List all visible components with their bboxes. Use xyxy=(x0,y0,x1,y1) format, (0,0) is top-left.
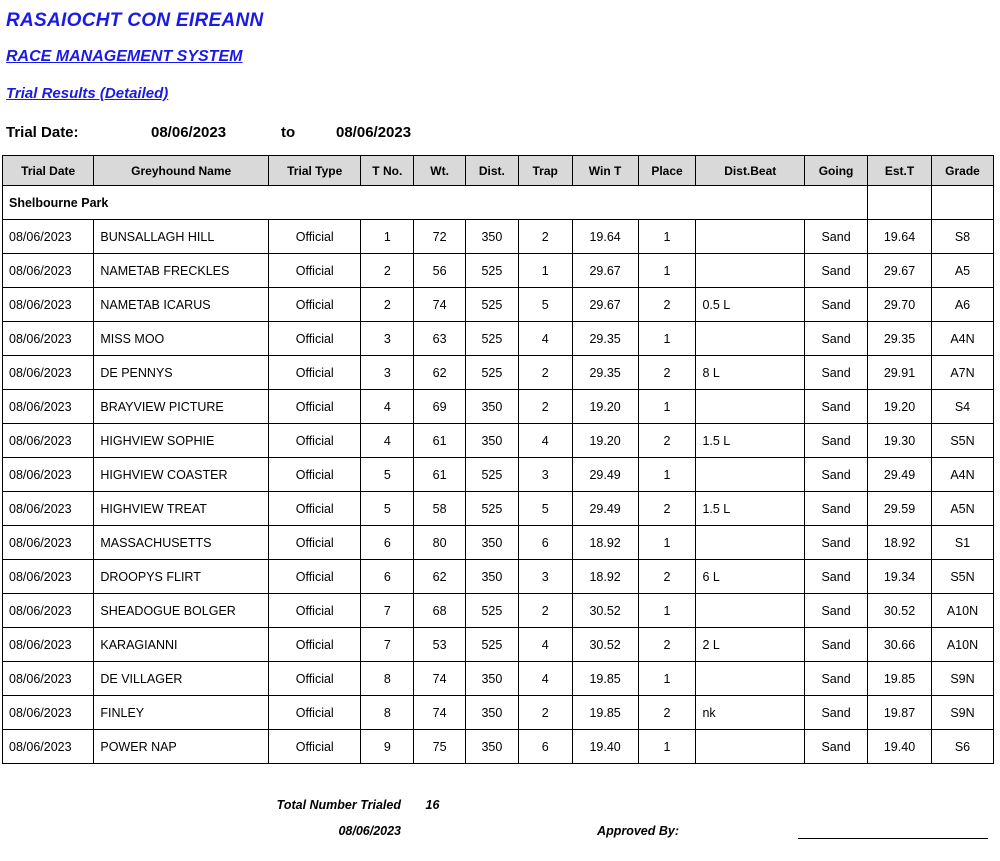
cell-trap: 4 xyxy=(518,424,572,458)
cell-wt: 53 xyxy=(414,628,466,662)
cell-trial-date: 08/06/2023 xyxy=(3,254,94,288)
cell-going: Sand xyxy=(805,322,868,356)
cell-trap: 3 xyxy=(518,458,572,492)
cell-est-t: 19.20 xyxy=(868,390,932,424)
table-header xyxy=(3,156,994,186)
cell-win-t: 29.35 xyxy=(572,356,638,390)
cell-dist-beat: 2 L xyxy=(696,628,805,662)
cell-grade: A5N xyxy=(931,492,993,526)
table-row xyxy=(3,730,994,764)
cell-grade: S8 xyxy=(931,220,993,254)
footer-spacer-1 xyxy=(2,792,92,818)
cell-place: 2 xyxy=(638,560,696,594)
cell-trap: 5 xyxy=(518,492,572,526)
cell-trial-date: 08/06/2023 xyxy=(3,730,94,764)
footer-spacer-8 xyxy=(792,792,854,818)
cell-est-t: 19.34 xyxy=(868,560,932,594)
cell-wt: 62 xyxy=(414,560,466,594)
cell-greyhound-name: HIGHVIEW COASTER xyxy=(94,458,269,492)
footer-spacer-11 xyxy=(2,818,92,844)
cell-trial-type: Official xyxy=(269,560,361,594)
cell-dist: 350 xyxy=(465,696,518,730)
footer-spacer-7 xyxy=(685,792,792,818)
cell-t-no: 3 xyxy=(361,356,414,390)
approved-by-label: Approved By: xyxy=(597,824,679,838)
cell-win-t: 29.67 xyxy=(572,288,638,322)
column-header-grade: Grade xyxy=(931,156,993,186)
cell-dist-beat: 0.5 L xyxy=(696,288,805,322)
cell-wt: 69 xyxy=(414,390,466,424)
column-header-trial-type: Trial Type xyxy=(269,156,361,186)
cell-dist: 350 xyxy=(465,730,518,764)
cell-t-no: 2 xyxy=(361,288,414,322)
cell-wt: 61 xyxy=(414,424,466,458)
cell-win-t: 30.52 xyxy=(572,594,638,628)
cell-t-no: 1 xyxy=(361,220,414,254)
venue-filler-1 xyxy=(868,186,932,220)
cell-win-t: 29.49 xyxy=(572,458,638,492)
cell-dist-beat xyxy=(696,662,805,696)
cell-wt: 58 xyxy=(414,492,466,526)
cell-place: 1 xyxy=(638,594,696,628)
cell-dist: 350 xyxy=(465,560,518,594)
report-header xyxy=(0,0,1000,102)
table-row xyxy=(3,458,994,492)
cell-win-t: 19.64 xyxy=(572,220,638,254)
cell-grade: S6 xyxy=(931,730,993,764)
cell-wt: 74 xyxy=(414,662,466,696)
cell-trial-date: 08/06/2023 xyxy=(3,492,94,526)
footer-spacer-3 xyxy=(458,792,510,818)
cell-dist: 525 xyxy=(465,458,518,492)
column-header-win-t: Win T xyxy=(572,156,638,186)
trial-date-label: Trial Date: xyxy=(6,124,79,141)
cell-place: 1 xyxy=(638,390,696,424)
cell-place: 1 xyxy=(638,526,696,560)
cell-wt: 75 xyxy=(414,730,466,764)
cell-place: 2 xyxy=(638,696,696,730)
report-footer xyxy=(2,792,994,844)
cell-place: 1 xyxy=(638,662,696,696)
cell-greyhound-name: DE PENNYS xyxy=(94,356,269,390)
footer-spacer-13 xyxy=(407,818,458,844)
cell-greyhound-name: DE VILLAGER xyxy=(94,662,269,696)
cell-dist-beat xyxy=(696,594,805,628)
cell-t-no: 9 xyxy=(361,730,414,764)
column-header-wt: Wt. xyxy=(414,156,466,186)
cell-trial-type: Official xyxy=(269,662,361,696)
cell-est-t: 30.52 xyxy=(868,594,932,628)
table-row xyxy=(3,526,994,560)
cell-trap: 4 xyxy=(518,322,572,356)
cell-win-t: 30.52 xyxy=(572,628,638,662)
cell-t-no: 6 xyxy=(361,526,414,560)
cell-grade: S5N xyxy=(931,424,993,458)
cell-dist: 350 xyxy=(465,424,518,458)
cell-going: Sand xyxy=(805,594,868,628)
cell-dist-beat: nk xyxy=(696,696,805,730)
cell-grade: S9N xyxy=(931,696,993,730)
table-row xyxy=(3,322,994,356)
cell-greyhound-name: KARAGIANNI xyxy=(94,628,269,662)
cell-t-no: 8 xyxy=(361,662,414,696)
trial-date-range xyxy=(6,124,1000,141)
cell-grade: A4N xyxy=(931,322,993,356)
cell-dist: 350 xyxy=(465,390,518,424)
cell-trap: 2 xyxy=(518,390,572,424)
trial-date-to: 08/06/2023 xyxy=(336,124,412,141)
cell-grade: A7N xyxy=(931,356,993,390)
trial-results-table xyxy=(2,155,994,764)
cell-dist-beat xyxy=(696,730,805,764)
cell-trial-date: 08/06/2023 xyxy=(3,356,94,390)
cell-trial-type: Official xyxy=(269,356,361,390)
cell-dist-beat xyxy=(696,254,805,288)
cell-going: Sand xyxy=(805,628,868,662)
cell-win-t: 19.40 xyxy=(572,730,638,764)
cell-est-t: 29.49 xyxy=(868,458,932,492)
cell-wt: 74 xyxy=(414,288,466,322)
cell-place: 2 xyxy=(638,356,696,390)
cell-win-t: 29.49 xyxy=(572,492,638,526)
total-trialed-value: 16 xyxy=(425,798,440,812)
cell-dist-beat: 8 L xyxy=(696,356,805,390)
table-row xyxy=(3,560,994,594)
column-header-place: Place xyxy=(638,156,696,186)
cell-trial-type: Official xyxy=(269,458,361,492)
footer-approval-row xyxy=(2,818,994,844)
cell-trap: 5 xyxy=(518,288,572,322)
cell-place: 2 xyxy=(638,424,696,458)
cell-grade: S1 xyxy=(931,526,993,560)
table-header-row xyxy=(3,156,994,186)
cell-going: Sand xyxy=(805,526,868,560)
cell-est-t: 29.35 xyxy=(868,322,932,356)
cell-greyhound-name: BRAYVIEW PICTURE xyxy=(94,390,269,424)
cell-est-t: 30.66 xyxy=(868,628,932,662)
cell-wt: 80 xyxy=(414,526,466,560)
trial-date-from: 08/06/2023 xyxy=(151,124,227,141)
cell-trial-type: Official xyxy=(269,254,361,288)
cell-trial-type: Official xyxy=(269,594,361,628)
column-header-trial-date: Trial Date xyxy=(3,156,94,186)
cell-trial-date: 08/06/2023 xyxy=(3,288,94,322)
table-row xyxy=(3,628,994,662)
cell-greyhound-name: HIGHVIEW TREAT xyxy=(94,492,269,526)
cell-place: 1 xyxy=(638,254,696,288)
cell-trial-type: Official xyxy=(269,526,361,560)
column-header-dist-beat: Dist.Beat xyxy=(696,156,805,186)
cell-greyhound-name: SHEADOGUE BOLGER xyxy=(94,594,269,628)
cell-greyhound-name: MASSACHUSETTS xyxy=(94,526,269,560)
cell-greyhound-name: BUNSALLAGH HILL xyxy=(94,220,269,254)
cell-est-t: 19.40 xyxy=(868,730,932,764)
table-row xyxy=(3,662,994,696)
cell-dist: 525 xyxy=(465,288,518,322)
cell-grade: A10N xyxy=(931,628,993,662)
table-row xyxy=(3,220,994,254)
cell-dist-beat xyxy=(696,458,805,492)
approved-by-signature-field[interactable] xyxy=(792,818,994,844)
cell-going: Sand xyxy=(805,390,868,424)
cell-trial-type: Official xyxy=(269,696,361,730)
cell-win-t: 19.20 xyxy=(572,424,638,458)
column-header-greyhound-name: Greyhound Name xyxy=(94,156,269,186)
cell-wt: 68 xyxy=(414,594,466,628)
column-header-est-t: Est.T xyxy=(868,156,932,186)
cell-grade: S4 xyxy=(931,390,993,424)
cell-wt: 61 xyxy=(414,458,466,492)
cell-win-t: 19.85 xyxy=(572,662,638,696)
cell-going: Sand xyxy=(805,288,868,322)
cell-trial-type: Official xyxy=(269,220,361,254)
cell-going: Sand xyxy=(805,424,868,458)
cell-est-t: 19.85 xyxy=(868,662,932,696)
total-trialed-label: Total Number Trialed xyxy=(276,798,401,812)
venue-filler-2 xyxy=(931,186,993,220)
cell-going: Sand xyxy=(805,220,868,254)
cell-wt: 56 xyxy=(414,254,466,288)
organisation-title: RASAIOCHT CON EIREANN xyxy=(6,10,264,31)
column-header-trap: Trap xyxy=(518,156,572,186)
cell-greyhound-name: POWER NAP xyxy=(94,730,269,764)
cell-place: 2 xyxy=(638,492,696,526)
cell-grade: A10N xyxy=(931,594,993,628)
table-row xyxy=(3,424,994,458)
cell-trap: 2 xyxy=(518,220,572,254)
cell-trap: 4 xyxy=(518,628,572,662)
venue-name: Shelbourne Park xyxy=(3,186,868,220)
cell-trial-type: Official xyxy=(269,322,361,356)
cell-t-no: 4 xyxy=(361,390,414,424)
cell-wt: 62 xyxy=(414,356,466,390)
cell-dist-beat xyxy=(696,390,805,424)
table-body xyxy=(3,186,994,764)
footer-spacer-6 xyxy=(628,792,685,818)
table-row xyxy=(3,356,994,390)
signature-line xyxy=(798,823,988,839)
cell-trial-date: 08/06/2023 xyxy=(3,594,94,628)
cell-est-t: 19.64 xyxy=(868,220,932,254)
system-title: RACE MANAGEMENT SYSTEM xyxy=(6,48,243,65)
cell-dist: 350 xyxy=(465,220,518,254)
cell-t-no: 3 xyxy=(361,322,414,356)
cell-dist: 525 xyxy=(465,492,518,526)
cell-est-t: 19.87 xyxy=(868,696,932,730)
cell-trial-date: 08/06/2023 xyxy=(3,322,94,356)
cell-dist: 525 xyxy=(465,628,518,662)
cell-greyhound-name: NAMETAB ICARUS xyxy=(94,288,269,322)
cell-dist: 525 xyxy=(465,254,518,288)
cell-est-t: 29.91 xyxy=(868,356,932,390)
cell-trial-date: 08/06/2023 xyxy=(3,526,94,560)
footer-spacer-10 xyxy=(917,792,978,818)
cell-t-no: 5 xyxy=(361,458,414,492)
cell-trial-date: 08/06/2023 xyxy=(3,220,94,254)
cell-trap: 4 xyxy=(518,662,572,696)
table-row xyxy=(3,696,994,730)
cell-greyhound-name: HIGHVIEW SOPHIE xyxy=(94,424,269,458)
cell-dist: 525 xyxy=(465,322,518,356)
cell-trial-type: Official xyxy=(269,730,361,764)
table-row xyxy=(3,594,994,628)
cell-grade: A5 xyxy=(931,254,993,288)
cell-trap: 1 xyxy=(518,254,572,288)
footer-total-row xyxy=(2,792,994,818)
cell-place: 2 xyxy=(638,288,696,322)
cell-dist-beat: 6 L xyxy=(696,560,805,594)
cell-trap: 2 xyxy=(518,356,572,390)
cell-dist-beat xyxy=(696,220,805,254)
cell-wt: 72 xyxy=(414,220,466,254)
cell-going: Sand xyxy=(805,696,868,730)
cell-trial-date: 08/06/2023 xyxy=(3,390,94,424)
footer-spacer-5 xyxy=(563,792,628,818)
table-row xyxy=(3,492,994,526)
cell-trial-date: 08/06/2023 xyxy=(3,696,94,730)
cell-trial-type: Official xyxy=(269,492,361,526)
cell-trial-date: 08/06/2023 xyxy=(3,628,94,662)
column-header-dist: Dist. xyxy=(465,156,518,186)
cell-trial-type: Official xyxy=(269,628,361,662)
report-title: Trial Results (Detailed) xyxy=(6,85,169,102)
cell-greyhound-name: DROOPYS FLIRT xyxy=(94,560,269,594)
cell-trap: 2 xyxy=(518,696,572,730)
cell-trial-type: Official xyxy=(269,288,361,322)
cell-grade: S5N xyxy=(931,560,993,594)
cell-win-t: 19.85 xyxy=(572,696,638,730)
footer-spacer-16 xyxy=(685,818,792,844)
cell-going: Sand xyxy=(805,492,868,526)
cell-t-no: 7 xyxy=(361,594,414,628)
footer-spacer-14 xyxy=(458,818,510,844)
cell-greyhound-name: FINLEY xyxy=(94,696,269,730)
cell-t-no: 2 xyxy=(361,254,414,288)
cell-grade: A4N xyxy=(931,458,993,492)
footer-spacer-15 xyxy=(510,818,563,844)
table-row xyxy=(3,288,994,322)
cell-greyhound-name: MISS MOO xyxy=(94,322,269,356)
cell-trial-date: 08/06/2023 xyxy=(3,560,94,594)
cell-trap: 6 xyxy=(518,526,572,560)
column-header-going: Going xyxy=(805,156,868,186)
cell-trap: 2 xyxy=(518,594,572,628)
cell-dist-beat xyxy=(696,526,805,560)
cell-place: 1 xyxy=(638,730,696,764)
cell-going: Sand xyxy=(805,458,868,492)
cell-dist: 525 xyxy=(465,594,518,628)
cell-trial-date: 08/06/2023 xyxy=(3,424,94,458)
footer-spacer-9 xyxy=(854,792,917,818)
cell-wt: 63 xyxy=(414,322,466,356)
cell-trial-date: 08/06/2023 xyxy=(3,662,94,696)
cell-trial-date: 08/06/2023 xyxy=(3,458,94,492)
cell-trial-type: Official xyxy=(269,390,361,424)
cell-win-t: 18.92 xyxy=(572,526,638,560)
footer-spacer-12 xyxy=(92,818,264,844)
cell-t-no: 7 xyxy=(361,628,414,662)
footer-spacer-2 xyxy=(92,792,264,818)
column-header-t-no: T No. xyxy=(361,156,414,186)
footer-print-date: 08/06/2023 xyxy=(338,824,401,838)
cell-going: Sand xyxy=(805,254,868,288)
cell-t-no: 6 xyxy=(361,560,414,594)
cell-t-no: 4 xyxy=(361,424,414,458)
cell-win-t: 29.67 xyxy=(572,254,638,288)
cell-est-t: 19.30 xyxy=(868,424,932,458)
cell-dist-beat xyxy=(696,322,805,356)
cell-going: Sand xyxy=(805,662,868,696)
cell-est-t: 29.67 xyxy=(868,254,932,288)
cell-going: Sand xyxy=(805,730,868,764)
cell-place: 1 xyxy=(638,458,696,492)
cell-dist: 350 xyxy=(465,662,518,696)
cell-going: Sand xyxy=(805,560,868,594)
cell-dist-beat: 1.5 L xyxy=(696,424,805,458)
cell-win-t: 18.92 xyxy=(572,560,638,594)
cell-grade: A6 xyxy=(931,288,993,322)
footer-spacer-4 xyxy=(510,792,563,818)
cell-est-t: 18.92 xyxy=(868,526,932,560)
cell-grade: S9N xyxy=(931,662,993,696)
cell-wt: 74 xyxy=(414,696,466,730)
cell-trial-type: Official xyxy=(269,424,361,458)
cell-trap: 3 xyxy=(518,560,572,594)
cell-going: Sand xyxy=(805,356,868,390)
cell-t-no: 8 xyxy=(361,696,414,730)
cell-est-t: 29.70 xyxy=(868,288,932,322)
venue-group-row xyxy=(3,186,994,220)
cell-t-no: 5 xyxy=(361,492,414,526)
cell-est-t: 29.59 xyxy=(868,492,932,526)
cell-trap: 6 xyxy=(518,730,572,764)
trial-date-to-word: to xyxy=(281,124,296,141)
cell-place: 1 xyxy=(638,220,696,254)
table-row xyxy=(3,390,994,424)
cell-place: 1 xyxy=(638,322,696,356)
table-row xyxy=(3,254,994,288)
cell-place: 2 xyxy=(638,628,696,662)
cell-dist-beat: 1.5 L xyxy=(696,492,805,526)
cell-dist: 350 xyxy=(465,526,518,560)
cell-win-t: 19.20 xyxy=(572,390,638,424)
cell-greyhound-name: NAMETAB FRECKLES xyxy=(94,254,269,288)
cell-dist: 525 xyxy=(465,356,518,390)
cell-win-t: 29.35 xyxy=(572,322,638,356)
